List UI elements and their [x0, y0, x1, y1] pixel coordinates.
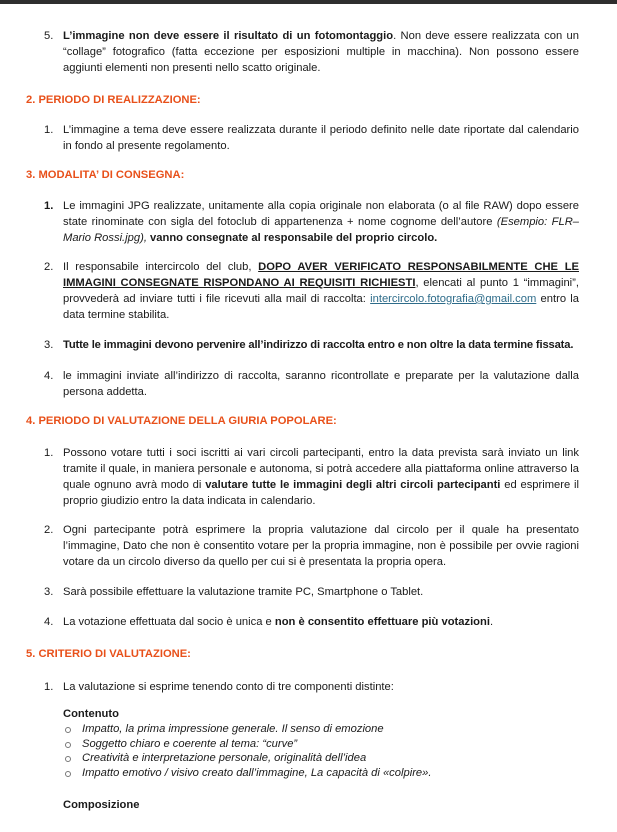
bullet-text: Creatività e interpretazione personale, originalità dell’idea	[82, 752, 367, 764]
section-heading: 2. PERIODO DI REALIZZAZIONE:	[26, 94, 201, 106]
list-number: 2.	[44, 524, 54, 536]
section-heading: 4. PERIODO DI VALUTAZIONE DELLA GIURIA POPOLARE:	[26, 415, 337, 427]
bullet-item	[63, 751, 431, 766]
section-heading: 5. CRITERIO DI VALUTAZIONE:	[26, 648, 191, 660]
bullet-icon	[65, 742, 71, 748]
list-item	[63, 445, 579, 509]
list-item	[63, 28, 579, 76]
bold-text: vanno consegnate al responsabile del proprio circolo.	[146, 232, 438, 244]
bullet-icon	[65, 756, 71, 762]
bold-text: valutare tutte le immagini degli altri circoli partecipanti	[205, 479, 501, 491]
item-text: , elencati al punto 1 “immagini”, provvederà ad inviare tutti i file ricevuti alla mail di raccolta:	[63, 277, 579, 305]
italic-text: (Esempio: FLR–Mario Rossi.jpg),	[63, 216, 580, 244]
list-item	[63, 614, 579, 630]
item-text: Il responsabile intercircolo del club,	[63, 261, 259, 273]
bullet-icon	[65, 771, 71, 777]
list-item	[63, 337, 579, 353]
list-number: 1.	[44, 447, 54, 459]
list-number: 5.	[44, 30, 54, 42]
bullet-item	[63, 722, 431, 737]
bold-text: L’immagine non deve essere il risultato di un fotomontaggio	[63, 30, 394, 42]
list-number: 2.	[44, 261, 54, 273]
item-text: Le immagini JPG realizzate, unitamente alla copia originale non elaborata (o al file RAW) dopo essere state rinominate con sigla del fotoclub di appartenenza + nome cognome dell’autore	[63, 200, 579, 228]
bold-underline-text: DOPO AVER VERIFICATO RESPONSABILMENTE CHE LE IMMAGINI CONSEGNATE RISPONDANO AI REQUISITI RICHIESTI	[63, 261, 579, 289]
list-item: Sarà possibile effettuare la valutazione tramite PC, Smartphone o Tablet.	[63, 586, 424, 598]
list-item	[63, 259, 579, 323]
list-number: 1.	[44, 681, 54, 693]
item-text: ed esprimere il proprio giudizio entro la data indicata in calendario.	[63, 479, 579, 507]
bold-text: Tutte le immagini devono pervenire all’indirizzo di raccolta entro e non oltre la data termine fissata.	[63, 339, 574, 351]
item-text: La votazione effettuata dal socio è unica e	[63, 616, 275, 628]
bullet-text: Impatto, la prima impressione generale. Il senso di emozione	[82, 723, 384, 735]
subsection-title-contenuto: Contenuto	[63, 708, 119, 720]
bullet-list	[63, 722, 431, 780]
list-number: 4.	[44, 616, 54, 628]
item-text: entro la data termine stabilita.	[63, 293, 579, 321]
list-number: 1.	[44, 200, 54, 212]
item-text: .	[489, 616, 494, 628]
list-number: 4.	[44, 370, 54, 382]
list-number: 3.	[44, 586, 54, 598]
list-item	[63, 198, 579, 246]
list-item: le immagini inviate all’indirizzo di raccolta, saranno ricontrollate e preparate per la valutazione dalla persona addetta.	[63, 370, 579, 398]
email-link[interactable]: intercircolo.fotografia@gmail.com	[370, 293, 537, 305]
list-number: 3.	[44, 339, 54, 351]
list-number: 1.	[44, 124, 54, 136]
item-text: Possono votare tutti i soci iscritti ai vari circoli partecipanti, entro la data prevista sarà inviato un link tramite il quale, in maniera personale e autonoma, si potrà accedere alla piattaforma online attraverso la quale ognuno avrà modo di	[63, 447, 579, 491]
bold-text: non è consentito effettuare più votazioni	[274, 616, 490, 628]
section-heading: 3. MODALITA’ DI CONSEGNA:	[26, 169, 185, 181]
list-item: Ogni partecipante potrà esprimere la propria valutazione dal circolo per il quale ha presentato l’immagine, Dato che non è consentito votare per la propria immagine, non è possibile per ovvie ragioni votare da un circolo diverso da quello per cui si è presentata la propria opera.	[63, 524, 579, 568]
bullet-text: Impatto emotivo / visivo creato dall’immagine, La capacità di «colpire».	[82, 766, 432, 779]
bullet-item	[63, 766, 431, 781]
bullet-icon	[65, 727, 71, 733]
subsection-title-composizione: Composizione	[63, 799, 140, 811]
item-text: . Non deve essere realizzata con un “collage” fotografico (fatta eccezione per esposizioni multiple in macchina). Non possono essere aggiunti elementi non presenti nello scatto originale.	[63, 30, 579, 74]
list-item: La valutazione si esprime tenendo conto di tre componenti distinte:	[63, 681, 394, 693]
top-bar	[0, 0, 617, 4]
list-item: L’immagine a tema deve essere realizzata durante il periodo definito nelle date riportate dal calendario in fondo al presente regolamento.	[63, 124, 579, 152]
bullet-text: Soggetto chiaro e coerente al tema: “curve”	[82, 737, 298, 750]
bullet-item	[63, 737, 431, 752]
